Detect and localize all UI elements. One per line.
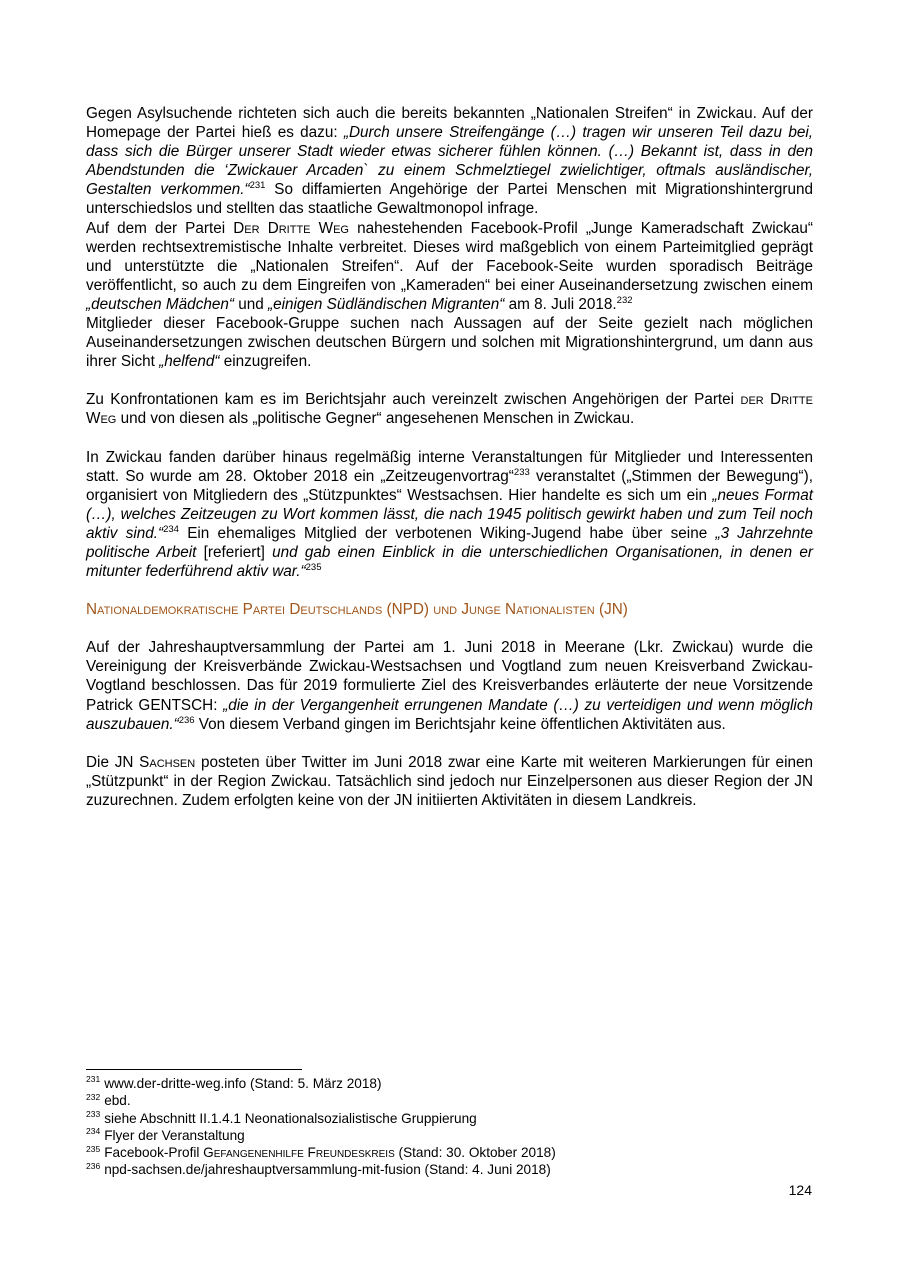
org-name: Sachsen <box>139 753 196 771</box>
footnote-number: 232 <box>86 1091 101 1102</box>
party-name: Der Dritte Weg <box>233 219 349 237</box>
footnote-235 <box>86 1144 813 1161</box>
paragraph-jahreshauptversammlung <box>86 638 813 733</box>
quote: „helfend“ <box>159 353 220 371</box>
quote: und gab einen Einblick in die unterschiedlichen Organisationen, in denen er mitunter federführend aktiv war.“ <box>86 543 813 581</box>
text-span: veranstaltet („Stimmen der Bewegung“), organisiert von Mitgliedern des „Stützpunktes“ Westsachsen. Hier handelte es sich um ein <box>86 467 813 504</box>
paragraph-gap <box>86 371 813 390</box>
footnote-234 <box>86 1127 813 1144</box>
footnote-ref[interactable]: 233 <box>513 466 530 478</box>
text-span: am 8. Juli 2018. <box>504 295 617 313</box>
paragraph-gap <box>86 734 813 753</box>
page-number: 124 <box>788 1182 812 1198</box>
text-span: Von diesem Verband gingen im Berichtsjahr keine öffentlichen Aktivitäten aus. <box>194 715 726 733</box>
paragraph-facebook-gruppe <box>86 314 813 371</box>
footnote-ref[interactable]: 232 <box>616 294 633 306</box>
footnote-ref[interactable]: 231 <box>249 180 266 192</box>
text-span: Mitglieder dieser Facebook-Gruppe suchen nach Aussagen auf der Seite gezielt nach möglichen Auseinandersetzungen zwischen deutschen Bürgern und solchen mit Migrationshintergrund, um dann aus ihrer Sicht <box>86 315 813 371</box>
footnote-text: (Stand: 30. Oktober 2018) <box>394 1145 556 1161</box>
footnote-org-name: Gefangenenhilfe Freundeskreis <box>203 1145 395 1161</box>
footnote-number: 234 <box>86 1126 101 1137</box>
text-span: In Zwickau fanden darüber hinaus regelmäßig interne Veranstaltungen für Mitglieder und Interessenten statt. So wurde am 28. Oktober 2018 ein „Zeitzeugenvortrag“ <box>86 448 813 485</box>
paragraph-jn-sachsen <box>86 753 813 810</box>
footnotes <box>86 1075 813 1179</box>
footnote-ref[interactable]: 234 <box>163 523 179 535</box>
footnote-231 <box>86 1075 813 1092</box>
footnote-236 <box>86 1161 813 1178</box>
text-span: [referiert] <box>196 543 273 561</box>
footnote-232 <box>86 1092 813 1109</box>
text-span: Zu Konfrontationen kam es im Berichtsjahr auch vereinzelt zwischen Angehörigen der Partei <box>86 391 741 409</box>
footnote-number: 233 <box>86 1109 101 1120</box>
text-span: Gegen Asylsuchende richteten sich auch die bereits bekannten „Nationalen Streifen“ in Zwickau. Auf der Homepage der Partei hieß es dazu: <box>86 105 813 142</box>
section-heading: Nationaldemokratische Partei Deutschlands (NPD) und Junge Nationalisten (JN) <box>86 601 628 619</box>
text-span: Ein ehemaliges Mitglied der verbotenen Wiking-Jugend habe über seine <box>178 524 716 542</box>
footnote-number: 236 <box>86 1160 101 1171</box>
quote: „die in der Vergangenheit errungenen Mandate (…) zu verteidigen und wenn möglich auszubauen.“ <box>86 696 813 733</box>
paragraph-veranstaltungen <box>86 448 813 582</box>
paragraph-gap <box>86 429 813 448</box>
text-span: und <box>233 295 268 313</box>
footnote-text[interactable]: npd-sachsen.de/jahreshauptversammlung-mit-fusion (Stand: 4. Juni 2018) <box>104 1162 551 1178</box>
footnote-ref[interactable]: 235 <box>305 561 322 573</box>
text-span: Auf der Jahreshauptversammlung der Partei am 1. Juni 2018 in Meerane (Lkr. Zwickau) wurde die Vereinigung der Kreisverbände Zwickau-Westsachsen und Vogtland zum neuen Kreisverband Zwickau-Vogtland beschlossen. Das für 2019 formulierte Ziel des Kreisverbandes erläuterte der neue Vorsitzende Patrick GENTSCH: <box>86 639 813 714</box>
text-span: So diffamierten Angehörige der Partei Menschen mit Migrationshintergrund unterschiedslos und stellten das staatliche Gewaltmonopol infrage. <box>86 181 813 218</box>
footnote-number: 235 <box>86 1143 101 1154</box>
footnote-text: siehe Abschnitt II.1.4.1 Neonationalsozialistische Gruppierung <box>104 1110 477 1126</box>
paragraph-facebook-profil <box>86 219 813 314</box>
footnote-separator <box>86 1069 302 1070</box>
quote: „neues Format (…), welches Zeitzeugen zu Wort kommen lässt, die nach 1945 politisch gewirkt haben und zum Teil noch aktiv sind.“ <box>86 486 813 542</box>
text-span: und von diesen als „politische Gegner“ angesehenen Menschen in Zwickau. <box>116 410 635 428</box>
quote: „einigen Südländischen Migranten“ <box>268 295 505 313</box>
footnote-text: Flyer der Veranstaltung <box>104 1127 245 1143</box>
paragraph-gap <box>86 619 813 638</box>
footnote-233 <box>86 1110 813 1127</box>
paragraph-gap <box>86 581 813 600</box>
footnote-text[interactable]: www.der-dritte-weg.info (Stand: 5. März 2018) <box>104 1076 382 1091</box>
text-span: Auf dem der Partei <box>86 219 234 237</box>
paragraph-nationale-streifen <box>86 104 813 219</box>
text-span: einzugreifen. <box>219 353 312 371</box>
quote: „deutschen Mädchen“ <box>86 295 234 313</box>
party-name: der Dritte Weg <box>86 391 813 428</box>
main-content <box>86 104 813 810</box>
text-span: nahestehenden Facebook-Profil „Junge Kameradschaft Zwickau“ werden rechtsextremistische Inhalte verbreitet. Dieses wird maßgeblich von einem Parteimitglied geprägt und unterstützte die „Nationalen Streifen“. Auf der Facebook-Seite wurden sporadisch Beiträge veröffentlicht, so auch zu dem Eingreifen von „Kameraden“ bei einer Auseinandersetzung zwischen einem <box>86 219 813 294</box>
quote: „Durch unsere Streifengänge (…) tragen wir unseren Teil dazu bei, dass sich die Bürger unserer Stadt wieder etwas sicherer fühlen können. (…) Bekannt ist, dass in den Abendstunden die ‘Zwickauer Arcaden` zu einem Schmelztiegel zwielichtiger, oftmals ausländischer, Gestalten verkommen.“ <box>86 124 813 199</box>
footnote-text: Facebook-Profil <box>104 1145 204 1161</box>
text-span: Die JN <box>86 753 140 771</box>
footnote-number: 231 <box>86 1074 101 1085</box>
footnote-ref[interactable]: 236 <box>178 714 195 726</box>
footnote-text: ebd. <box>104 1093 131 1109</box>
text-span: posteten über Twitter im Juni 2018 zwar eine Karte mit weiteren Markierungen für einen „Stützpunkt“ in der Region Zwickau. Tatsächlich sind jedoch nur Einzelpersonen aus dieser Region der JN zuzurechnen. Zudem erfolgten keine von der JN initiierten Aktivitäten in diesem Landkreis. <box>86 753 813 809</box>
paragraph-konfrontationen <box>86 390 813 428</box>
quote: „3 Jahrzehnte politische Arbeit <box>86 524 813 561</box>
